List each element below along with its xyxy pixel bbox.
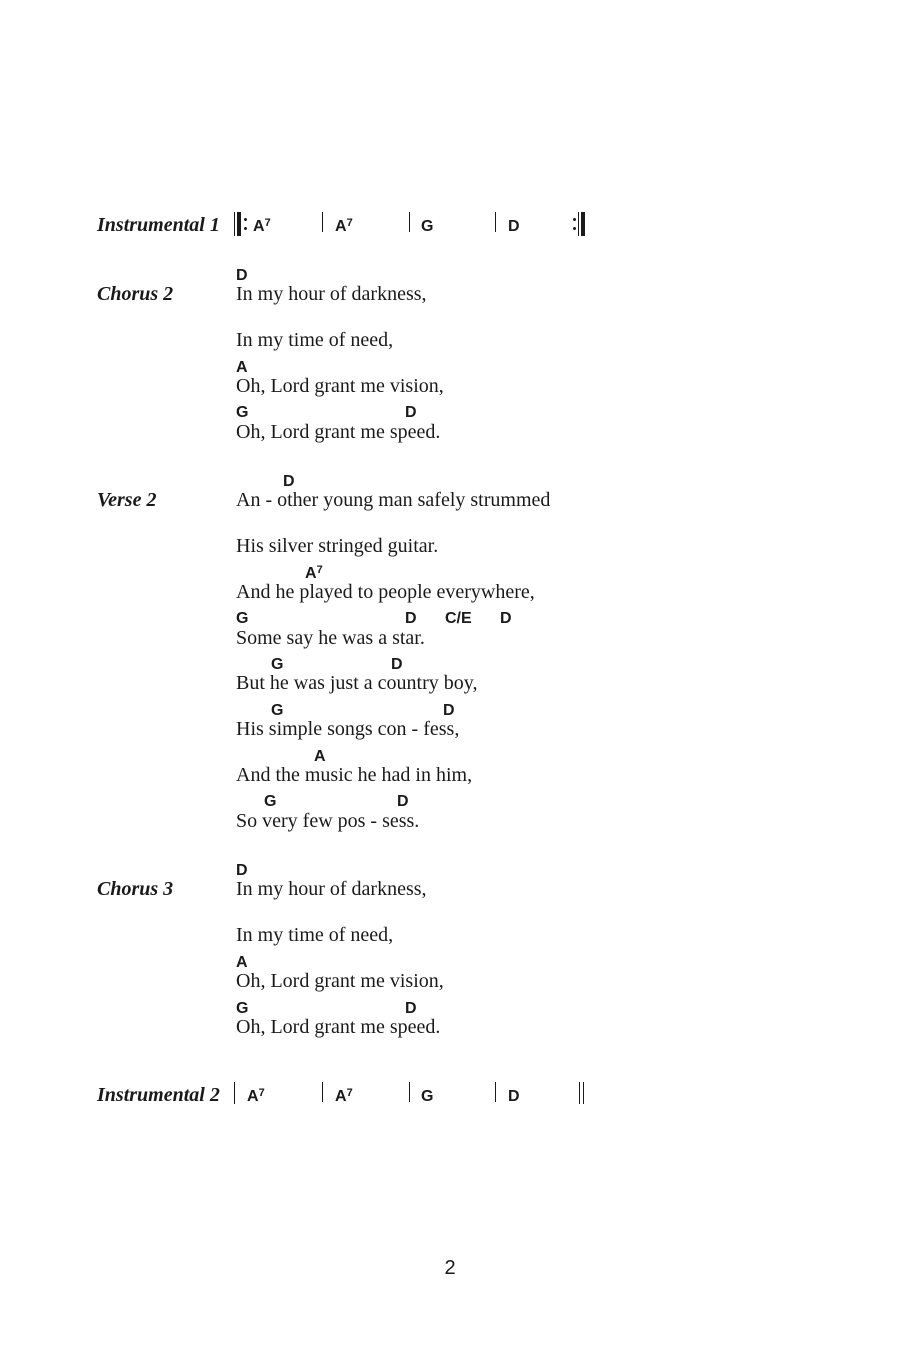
lyric-line: In my hour of darkness, — [236, 283, 427, 305]
measure-chord: $A^7$ — [335, 217, 353, 235]
measure-chord: $A^7$ — [253, 217, 271, 235]
lyric-line: Oh, Lord grant me vision, — [236, 375, 444, 397]
lyric-line: Oh, Lord grant me speed. — [236, 421, 441, 443]
lyric-line: An - other young man safely strummed — [236, 489, 551, 511]
bar-line — [409, 212, 410, 232]
measure-chord: $A^7$ — [247, 1087, 265, 1105]
chord: A — [314, 748, 326, 765]
chord: C/E — [445, 610, 472, 627]
chord: D — [405, 1000, 417, 1017]
final-bar-thin-line — [583, 1082, 584, 1104]
lyric-line: In my time of need, — [236, 329, 394, 351]
chord: D — [236, 862, 248, 879]
bar-line — [322, 212, 323, 232]
repeat-start-thick-line — [237, 212, 241, 236]
chord: A — [236, 359, 248, 376]
chord: D — [397, 793, 409, 810]
measure-chord: G — [421, 218, 434, 235]
chord: $A^7$ — [305, 564, 323, 582]
lyric-line: And the music he had in him, — [236, 764, 473, 786]
chord: G — [236, 610, 249, 627]
lyric-line: His simple songs con - fess, — [236, 718, 460, 740]
chord: D — [500, 610, 512, 627]
repeat-dot — [244, 227, 247, 230]
repeat-dot — [244, 218, 247, 221]
verse-2-label: Verse 2 — [97, 489, 157, 511]
bar-line — [322, 1082, 323, 1102]
chord: G — [236, 404, 249, 421]
chord: D — [236, 267, 248, 284]
lyric-line: In my time of need, — [236, 924, 394, 946]
chord: D — [283, 473, 295, 490]
chorus-3-label: Chorus 3 — [97, 878, 174, 900]
chord: G — [271, 702, 284, 719]
measure-chord: D — [508, 218, 520, 235]
bar-line — [234, 1082, 235, 1104]
measure-chord: G — [421, 1088, 434, 1105]
repeat-dot — [573, 218, 576, 221]
lyric-line: In my hour of darkness, — [236, 878, 427, 900]
instrumental-1-label: Instrumental 1 — [97, 214, 220, 236]
lyric-line: Oh, Lord grant me speed. — [236, 1016, 441, 1038]
chord: D — [405, 610, 417, 627]
lyric-line: His silver stringed guitar. — [236, 535, 439, 557]
page-number: 2 — [444, 1257, 456, 1279]
repeat-dot — [573, 227, 576, 230]
instrumental-2-label: Instrumental 2 — [97, 1084, 220, 1106]
measure-chord: D — [508, 1088, 520, 1105]
lyric-line: But he was just a country boy, — [236, 672, 478, 694]
chord: D — [391, 656, 403, 673]
lyric-line: So very few pos - sess. — [236, 810, 420, 832]
lyric-line: And he played to people everywhere, — [236, 581, 535, 603]
chorus-2-label: Chorus 2 — [97, 283, 174, 305]
repeat-end-thick-line — [581, 212, 585, 236]
lyric-line: Some say he was a star. — [236, 627, 425, 649]
chord: D — [405, 404, 417, 421]
chord: A — [236, 954, 248, 971]
repeat-end-thin-line — [578, 212, 579, 236]
repeat-start-thin-line — [234, 212, 235, 236]
chord: D — [443, 702, 455, 719]
chord: G — [264, 793, 277, 810]
bar-line — [495, 1082, 496, 1102]
chord: G — [271, 656, 284, 673]
lyric-line: Oh, Lord grant me vision, — [236, 970, 444, 992]
final-bar-thin-line — [579, 1082, 580, 1104]
bar-line — [495, 212, 496, 232]
chord: G — [236, 1000, 249, 1017]
measure-chord: $A^7$ — [335, 1087, 353, 1105]
bar-line — [409, 1082, 410, 1102]
